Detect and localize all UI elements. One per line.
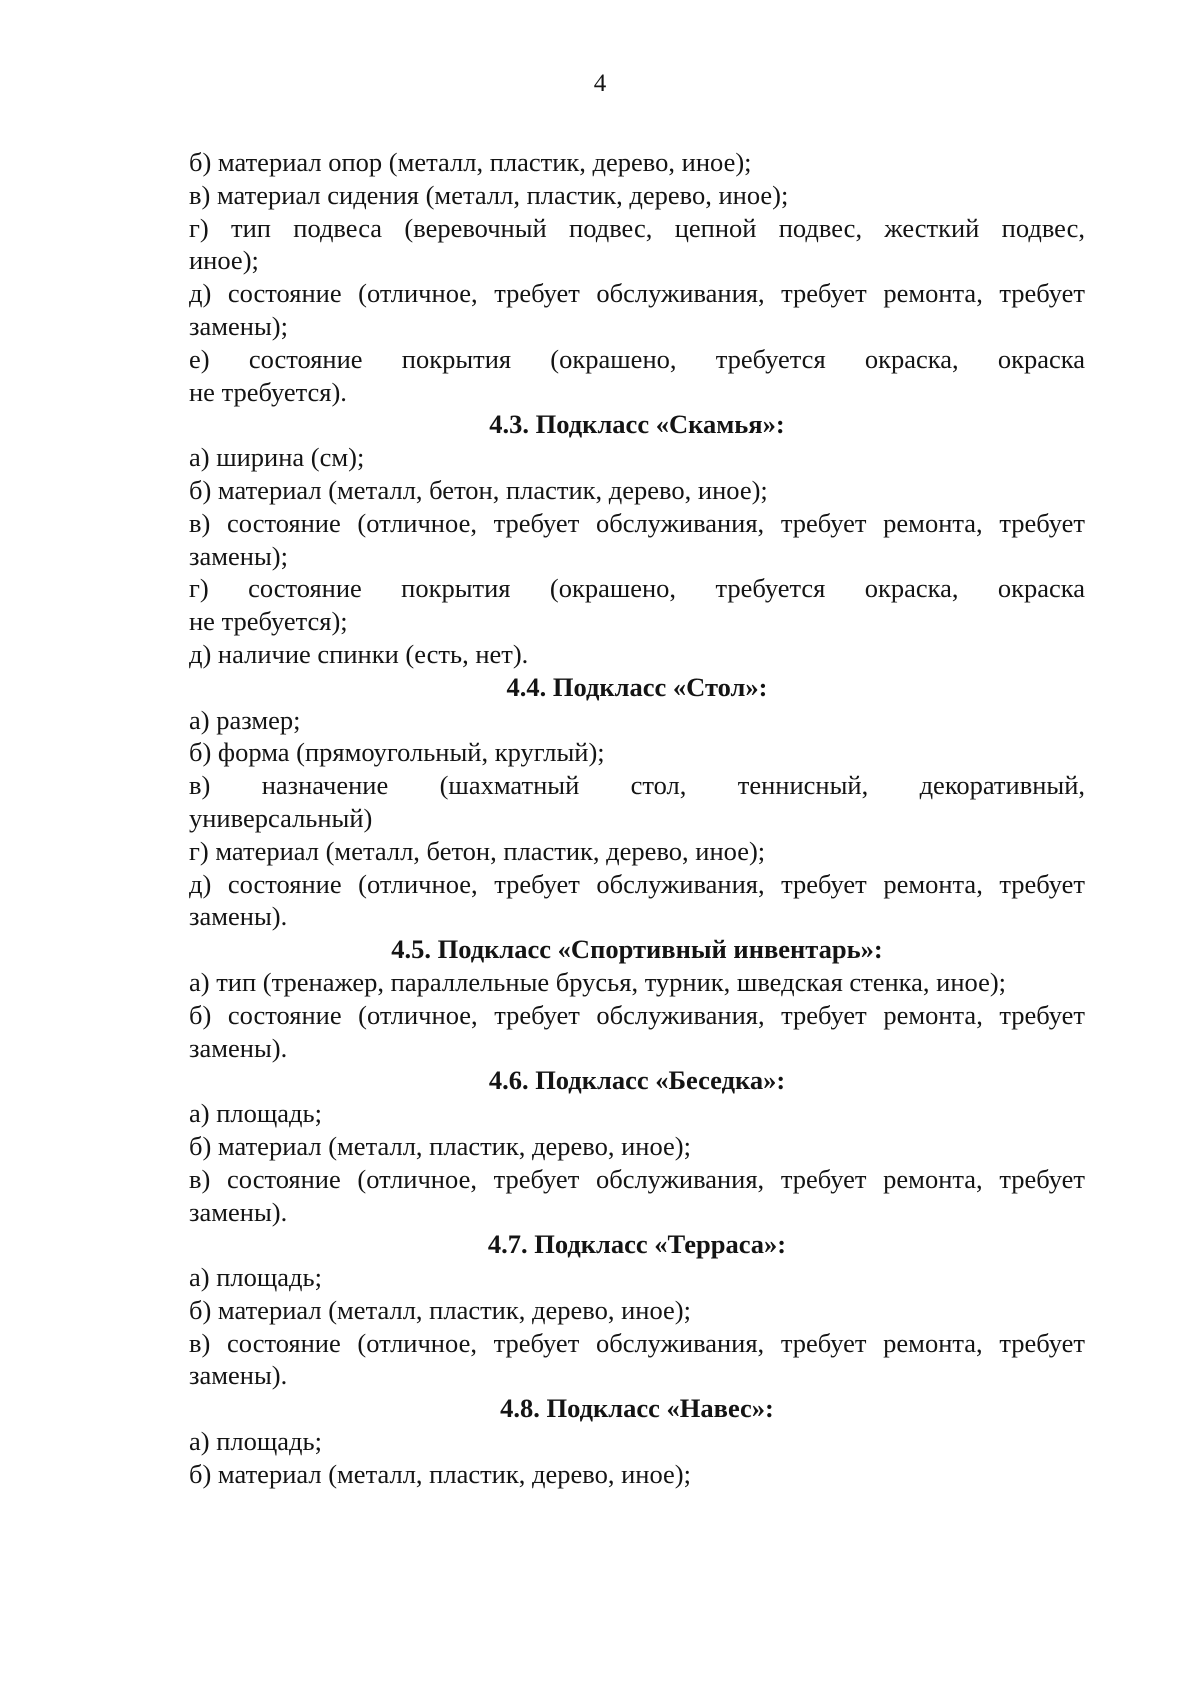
text-line: а) размер; bbox=[189, 704, 301, 735]
text-line: б) форма (прямоугольный, круглый); bbox=[189, 737, 605, 768]
page-number: 4 bbox=[593, 70, 607, 97]
text-line: е) состояние покрытия (окрашено, требуется окраска, окраска bbox=[189, 343, 1085, 374]
text-line: в) состояние (отличное, требует обслуживания, требует ремонта, требует bbox=[189, 1163, 1085, 1194]
text-line: замены); bbox=[189, 310, 288, 341]
text-line: замены); bbox=[189, 540, 288, 571]
text-line: д) состояние (отличное, требует обслуживания, требует ремонта, требует bbox=[189, 868, 1085, 899]
text-line: в) материал сидения (металл, пластик, дерево, иное); bbox=[189, 179, 789, 210]
section-heading: 4.7. Подкласс «Терраса»: bbox=[487, 1229, 787, 1260]
text-line: г) материал (металл, бетон, пластик, дерево, иное); bbox=[189, 835, 766, 866]
text-line: а) площадь; bbox=[189, 1426, 322, 1457]
section-heading: 4.6. Подкласс «Беседка»: bbox=[488, 1065, 786, 1096]
text-line: б) материал опор (металл, пластик, дерево, иное); bbox=[189, 147, 752, 177]
document-body bbox=[189, 146, 1085, 1491]
text-line: б) материал (металл, пластик, дерево, иное); bbox=[189, 1458, 691, 1489]
text-line: б) материал (металл, пластик, дерево, иное); bbox=[189, 1130, 691, 1161]
text-line: иное); bbox=[189, 245, 259, 276]
section-heading: 4.8. Подкласс «Навес»: bbox=[500, 1393, 774, 1424]
text-line: д) наличие спинки (есть, нет). bbox=[189, 638, 529, 669]
text-line: замены). bbox=[189, 901, 288, 932]
section-heading: 4.4. Подкласс «Стол»: bbox=[506, 671, 768, 702]
text-line: замены). bbox=[189, 1032, 288, 1063]
text-line: б) материал (металл, бетон, пластик, дерево, иное); bbox=[189, 474, 768, 505]
text-line: а) тип (тренажер, параллельные брусья, турник, шведская стенка, иное); bbox=[189, 966, 1007, 997]
text-line: б) материал (металл, пластик, дерево, иное); bbox=[189, 1294, 691, 1325]
text-line: в) состояние (отличное, требует обслуживания, требует ремонта, требует bbox=[189, 507, 1085, 538]
text-line: в) назначение (шахматный стол, теннисный, декоративный, bbox=[189, 770, 1085, 801]
text-line: а) площадь; bbox=[189, 1262, 322, 1293]
text-line: не требуется); bbox=[189, 606, 348, 637]
text-line: б) состояние (отличное, требует обслуживания, требует ремонта, требует bbox=[189, 999, 1085, 1030]
section-heading: 4.5. Подкласс «Спортивный инвентарь»: bbox=[391, 934, 883, 965]
text-line: д) состояние (отличное, требует обслуживания, требует ремонта, требует bbox=[189, 278, 1085, 309]
text-line: замены). bbox=[189, 1196, 288, 1227]
section-heading: 4.3. Подкласс «Скамья»: bbox=[489, 409, 785, 440]
text-line: г) состояние покрытия (окрашено, требуется окраска, окраска bbox=[189, 573, 1085, 604]
text-line: не требуется). bbox=[189, 376, 347, 407]
text-line: а) ширина (см); bbox=[189, 442, 365, 473]
text-line: универсальный) bbox=[189, 802, 373, 833]
text-line: а) площадь; bbox=[189, 1098, 322, 1129]
text-line: замены). bbox=[189, 1360, 288, 1391]
text-line: г) тип подвеса (веревочный подвес, цепной подвес, жесткий подвес, bbox=[189, 212, 1085, 243]
text-line: в) состояние (отличное, требует обслуживания, требует ремонта, требует bbox=[189, 1327, 1085, 1358]
